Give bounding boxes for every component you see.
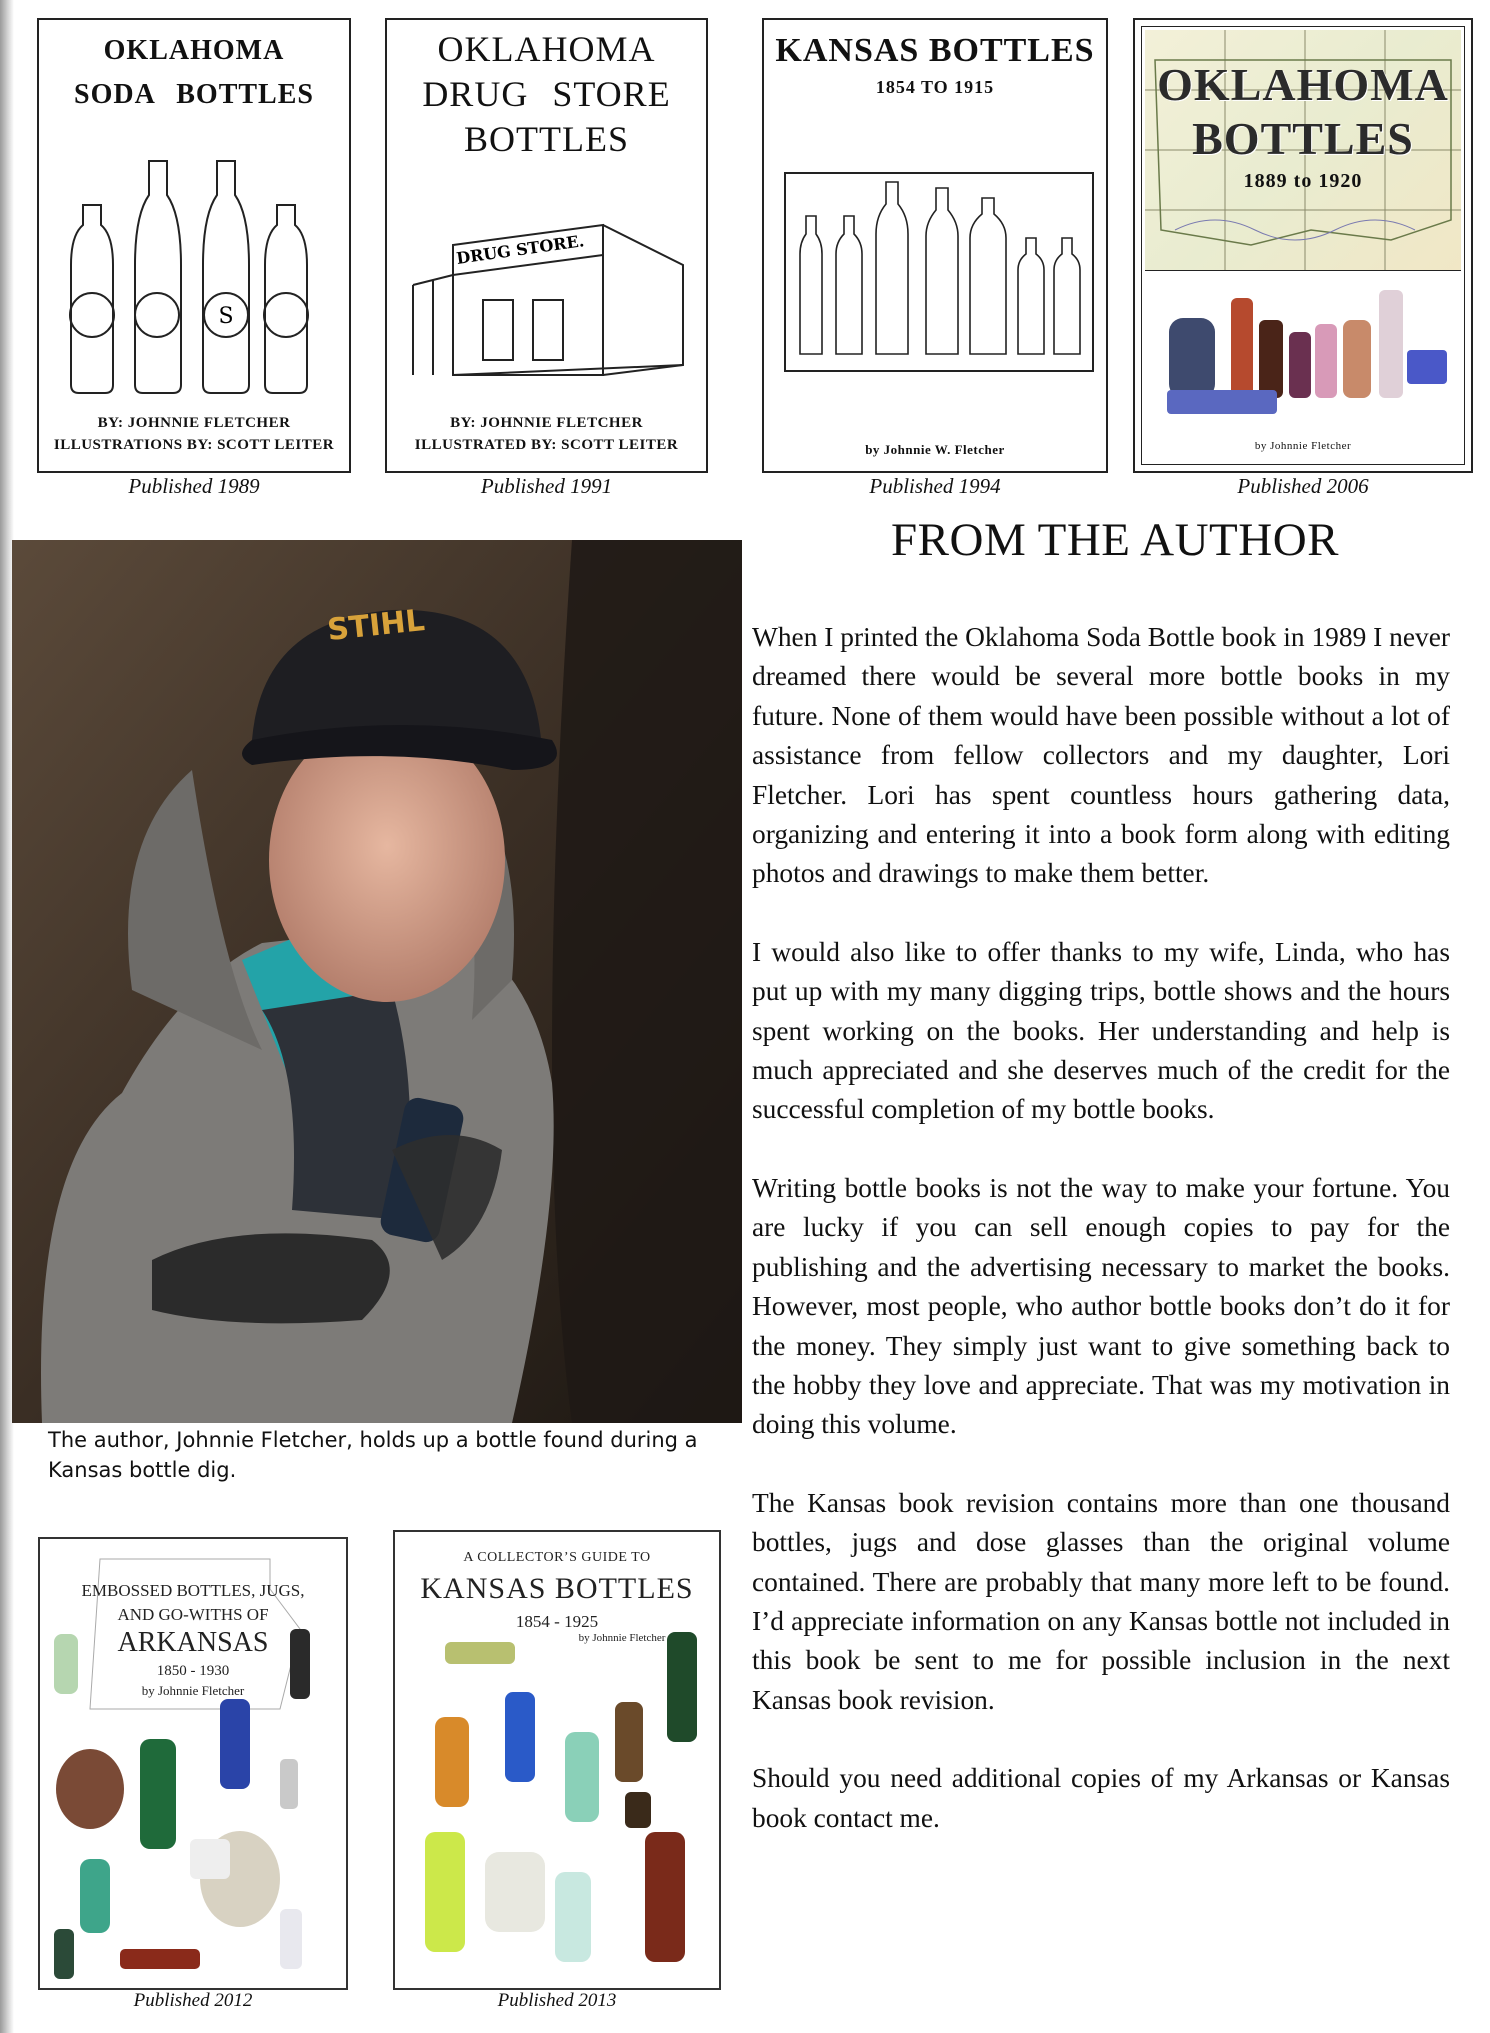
- cover-byline: by Johnnie Fletcher: [578, 1632, 666, 1644]
- cover-title: KANSAS BOTTLES: [775, 32, 1095, 69]
- cover-title-line: BOTTLES: [1192, 113, 1414, 164]
- cover-byline: by Johnnie Fletcher: [141, 1683, 245, 1698]
- article-paragraph: When I printed the Oklahoma Soda Bottle book in 1989 I never dreamed there would be several more bottle books in my future. None of them would have been possible without a lot of assistance from fellow collectors and my daughter, Lori Fletcher. Lori has spent countless hours gathering data, organizing and entering it into a book form along with editing photos and drawings to make them better.: [752, 622, 1450, 889]
- cover-title-line: AND GO-WITHS OF: [117, 1605, 269, 1624]
- cover-title-line: OKLAHOMA: [103, 35, 285, 66]
- cover-kicker: A COLLECTOR’S GUIDE TO: [463, 1550, 651, 1565]
- drug-store-illustration: [393, 205, 703, 405]
- article-heading: FROM THE AUTHOR: [891, 514, 1339, 566]
- published-caption: Published 1989: [128, 474, 260, 498]
- photo-caption: The author, Johnnie Fletcher, holds up a bottle found during a Kansas bottle dig.: [48, 1428, 698, 1483]
- article-body: [752, 618, 1450, 1877]
- cap-logo-text: STIHL: [325, 603, 427, 649]
- cover-illustrator: ILLUSTRATIONS BY: SCOTT LEITER: [53, 437, 335, 453]
- cover-title-line: OKLAHOMA: [1157, 59, 1449, 110]
- published-caption: Published 1994: [869, 474, 1001, 498]
- cover-subtitle: 1889 to 1920: [1243, 170, 1363, 192]
- cover-illustrator: ILLUSTRATED BY: SCOTT LEITER: [414, 437, 679, 453]
- cover-title-big: ARKANSAS: [117, 1627, 269, 1658]
- oklahoma-bottles-photo: [1147, 280, 1463, 430]
- cover-oklahoma-soda-bottles: [37, 18, 351, 473]
- cover-oklahoma-drug-store-bottles: [385, 18, 708, 473]
- cover-arkansas-bottles: [38, 1537, 348, 1990]
- cover-oklahoma-bottles-2006: [1133, 18, 1473, 473]
- author-photo: [12, 540, 742, 1423]
- cover-title: KANSAS BOTTLES: [420, 1572, 694, 1605]
- svg-text:S: S: [218, 304, 234, 329]
- cover-byline: BY: JOHNNIE FLETCHER: [97, 415, 291, 431]
- published-caption: Published 2006: [1237, 474, 1369, 498]
- article-paragraph: Writing bottle books is not the way to make your fortune. You are lucky if you can sell enough copies to pay for the publishing and the advertising necessary to market the books. However, most people, who author bottle books don’t do it for the money. They simply just want to give something back to the hobby they love and appreciate. That was my motivation in doing this volume.: [752, 1172, 1450, 1440]
- bottles-illustration-frame: [784, 172, 1094, 372]
- cover-title-line: OKLAHOMA: [437, 29, 656, 69]
- cover-title-line: DRUG STORE: [422, 74, 671, 114]
- soda-bottles-illustration: [43, 155, 343, 395]
- cover-byline: BY: JOHNNIE FLETCHER: [450, 415, 643, 431]
- cover-byline: by Johnnie Fletcher: [1254, 440, 1352, 452]
- store-sign: DRUG STORE.: [455, 231, 586, 268]
- cover-title-line: BOTTLES: [464, 119, 629, 159]
- cover-title-line: EMBOSSED BOTTLES, JUGS,: [81, 1581, 305, 1600]
- cover-kansas-bottles-2013: [393, 1530, 721, 1990]
- cover-byline: by Johnnie W. Fletcher: [865, 442, 1005, 457]
- cover-kansas-bottles-1994: [762, 18, 1108, 473]
- kansas-bottles-illustration: [786, 174, 1088, 366]
- cover-years: 1850 - 1930: [156, 1663, 230, 1679]
- published-caption: Published 2012: [133, 1990, 253, 2011]
- cover-title-line: SODA BOTTLES: [74, 79, 314, 110]
- author-photo-image: [12, 540, 742, 1423]
- cover-subtitle: 1854 TO 1915: [875, 77, 995, 97]
- cover-years: 1854 - 1925: [515, 1612, 599, 1631]
- published-caption: Published 2013: [497, 1990, 617, 2011]
- article-paragraph: I would also like to offer thanks to my wife, Linda, who has put up with my many digging trips, bottle shows and the hours spent working on the books. Her understanding and help is much appreciated and she deserves much of the credit for the successful completion of my bottle books.: [752, 936, 1450, 1125]
- article-paragraph: Should you need additional copies of my Arkansas or Kansas book contact me.: [752, 1763, 1450, 1833]
- published-caption: Published 1991: [480, 474, 613, 498]
- article-paragraph: The Kansas book revision contains more than one thousand bottles, jugs and dose glasses than the original volume contained. There are probably that many more left to be found. I’d appreciate information on any Kansas bottle not included in this book be sent to me for possible inclusion in the next Kansas book revision.: [752, 1487, 1450, 1715]
